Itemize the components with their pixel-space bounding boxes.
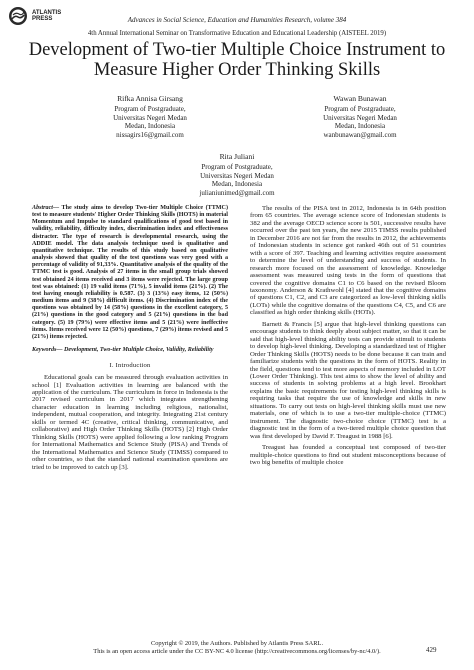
body-paragraph: Treagust has founded a conceptual test composed of two-tier multiple-choice questions to find out student misconceptions because of two big benefits of multiple choice — [250, 444, 446, 466]
author-program: Program of Postgraduate, — [324, 105, 396, 114]
abstract — [32, 205, 228, 341]
section-number: I. — [109, 362, 114, 370]
right-column — [250, 205, 446, 466]
author-program: Program of Postgraduate, — [114, 105, 186, 114]
page-number: 429 — [426, 646, 437, 654]
page-footer — [0, 640, 474, 656]
left-column — [32, 205, 228, 471]
author-city: Medan, Indonesia — [211, 180, 263, 189]
author-university: Universitas Negeri Medan — [200, 171, 274, 180]
copyright-line: Copyright © 2019, the Authors. Published by Atlantis Press SARL. — [150, 640, 324, 647]
author-block — [90, 95, 210, 139]
journal-header: Advances in Social Science, Education and Humanities Research, volume 384 — [127, 16, 347, 24]
body-paragraph: The results of the PISA test in 2012, Indonesia is in 64th position from 65 countries. The average science score of Indonesian students is 382 and the average OECD science score is 501, successive results have occurred over the past ten years, the new 2015 TIMSS results published in December 2016 are not far from the results in 2012, the achievements of Indonesian students in science got ranked 46th out of 51 countries with a score of 397. Teaching and learning activities require assessment to determine the level of understanding and success of students. In research more focused on the assessment of knowledge. Knowledge assessment was measured using tests in the form of questions that covered the cognitive domains C1 to C6 based on the revised Bloom taxonomy. Anderson & Krathwohl [4] stated that the cognitive domains of questions C1, C2, and C3 are categorized as low-level thinking skills (LOTs) while the cognitive domains of the questions C4, C5, and C6 are classified as high order thinking skills (HOTs). — [250, 205, 446, 317]
author-block — [195, 153, 279, 197]
author-email[interactable]: nissagirs16@gmail.com — [116, 130, 184, 139]
author-email[interactable]: wanbunawan@gmail.com — [323, 130, 397, 139]
author-university: Universitas Negeri Medan — [323, 113, 397, 122]
logo-line-1: ATLANTIS — [32, 9, 62, 16]
seminar-header: 4th Annual International Seminar on Transformative Education and Educational Leadership (AISTEEL 2019) — [87, 30, 387, 37]
section-heading — [32, 362, 228, 370]
author-city: Medan, Indonesia — [124, 122, 176, 131]
author-city: Medan, Indonesia — [334, 122, 386, 131]
abstract-lead: Abstract— — [32, 205, 60, 211]
author-block — [300, 95, 420, 139]
author-university: Universitas Negeri Medan — [113, 113, 187, 122]
paper-title: Development of Two-tier Multiple Choice Instrument to Measure Higher Order Thinking Skills — [28, 40, 446, 80]
author-name: Wawan Bunawan — [333, 94, 387, 103]
author-name: Rifka Annisa Girsang — [117, 94, 183, 103]
author-name: Rita Juliani — [219, 152, 255, 161]
keywords: Keywords— Development, Two-tier Multiple Choice, Validity, Reliability — [32, 346, 214, 353]
author-email[interactable]: julianiunimed@gmail.com — [199, 188, 275, 197]
body-paragraph: Barnett & Francis [5] argue that high-level thinking questions can encourage students to think deeply about subject matter, so that it can be said that high-level thinking ability tests can provide stimuli to students to develop high-level thinking. Developing a standardized test of Higher Order Thinking Skills (HOTS) needs to be done because it can train and familiarize students with the questions in the form of HOTS. Reality in the field, questions tend to test more aspects of memory included in LOT (Lower Order Thinking). This test aims to show the level of ability and success of students in solving problems at a high level. Brookhart explains the basic requirements for testing high-level thinking skills is requiring tasks that require the use of knowledge and skills in new situations. To carry out tests on high-level thinking skills must use new materials, one of which is to use a two-tier multiple-choice (TTMC) instrument. The diagnostic two-choice choice (TTMC) test is a diagnostic test in the form of a two-tiered multiple choice question that was first developed by David F. Treagust in 1988 [6]. — [250, 320, 446, 440]
author-program: Program of Postgraduate, — [201, 163, 273, 172]
logo-line-2: PRESS — [32, 16, 53, 22]
license-line[interactable]: This is an open access article under the CC BY-NC 4.0 license (http://creativecommons.org/licenses/by-nc/4.0/). — [93, 648, 381, 655]
body-paragraph: Educational goals can be measured through evaluation activities in school [1] Evaluation activities in learning are balanced with the application of the curriculum. The curriculum in force in Indonesia is the 2017 revised curriculum in 2017 which integrates strengthening character education in learning including religious, nationalist, independent, mutual cooperation, and integrity. Integrating 21st century skills or termed 4C (creative, critical thinking, communicative, and collaborative) and High Order Thinking Skills (HOTS) [2] High Order Thinking Skills (HOTS) were applied following a low ranking Program for International Mathematics and Science Study (PISA) and Trends of the International Mathematics and Science Study (TIMSS) compared to other countries, so that the standard national examination questions are tried to be improved to catch up [3]. — [32, 374, 228, 471]
section-title: Introduction — [115, 362, 151, 370]
abstract-text: The study aims to develop Two-tier Multiple Choice (TTMC) test to measure students' Higher Order Thinking Skills (HOTS) in material Momentum and Impulse to standard qualifications of good test based in validity, reliability, difficulty index, discrimination index and effectiveness distracter. The type of research is developmental research, using the ADDIE model. The data analysis technique used is qualitative and quantitative technique. The results of this study based on qualitative analysis showed that quality of the test questions was very good with a percentage of validity of 91,33%. Quantitative analysis of the quality of the TTMC test is good. Analysis of 27 items in the small group trials showed test obtained 24 items received and 3 items were rejected. The large group test was obtained: (1) 19 valid items (71%), 5 invalid items (21%). (2) The test having enough reliability is 0.587. (3) 3 (13%) easy items, 12 (50%) medium items and 9 (38%) difficult items. (4) Discrimination index of the questions was obtained by 14 (58%) questions in the excellent category, 5 (21%) questions in the good category and 5 (21%) questions in the bad category. (5) 19 (79%) were effective items and 5 (21%) were ineffective items. Items received were 12 (50%) questions, 7 (29%) items revised and 5 (21%) items rejected. — [32, 205, 228, 340]
